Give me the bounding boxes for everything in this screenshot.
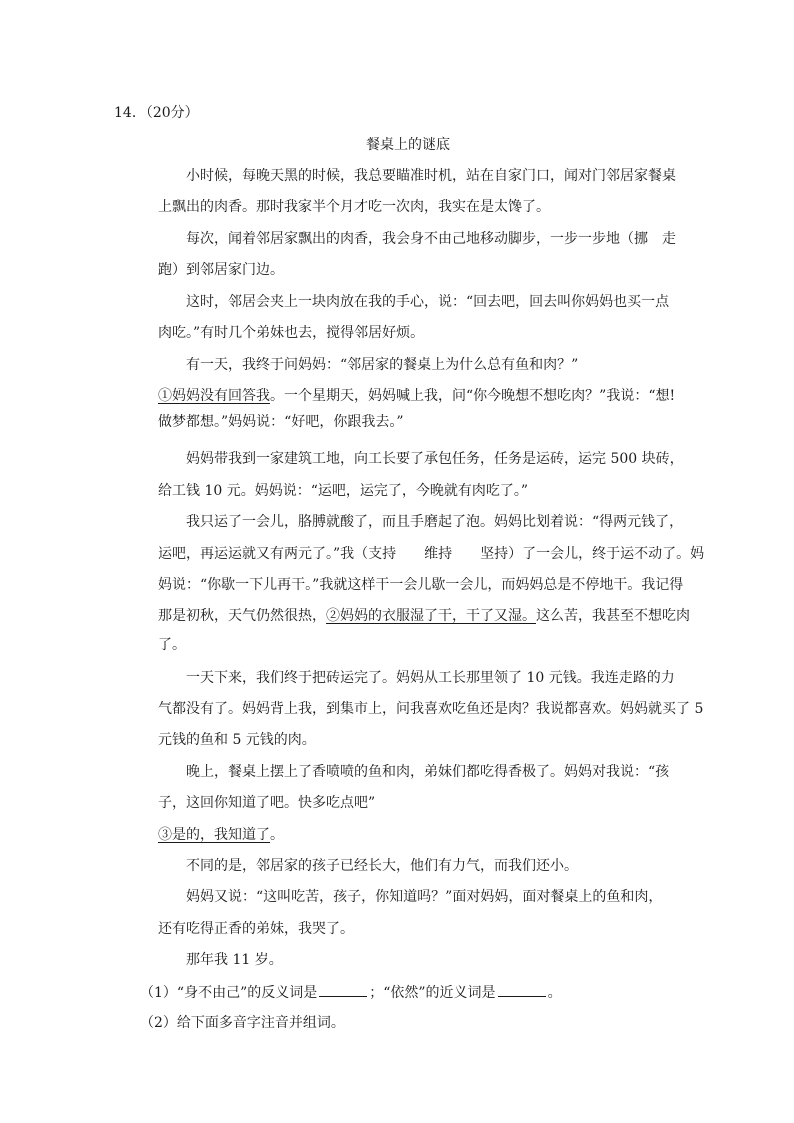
passage-text: 这么苦，我甚至不想吃肉 [536, 608, 690, 624]
passage-line: 给工钱 10 元。妈妈说：“运吧，运完了，今晚就有肉吃了。” [158, 483, 529, 499]
answer-blank-1[interactable] [319, 982, 367, 997]
passage-line: 每次，闻着邻居家飘出的肉香，我会身不由己地移动脚步，一步一步地（挪 走 [186, 231, 676, 247]
passage-line: 妈说：“你歇一下儿再干。”我就这样干一会儿歇一会儿，而妈妈总是不停地干。我记得 [158, 577, 684, 593]
passage-line: 我只运了一会儿，胳膊就酸了，而且手磨起了泡。妈妈比划着说：“得两元钱了， [186, 514, 684, 530]
passage-line: 晚上，餐桌上摆上了香喷喷的鱼和肉，弟妹们都吃得香极了。妈妈对我说：“孩 [186, 764, 670, 780]
underlined-sentence-3: ③是的，我知道了 [158, 827, 270, 843]
passage-line: 做梦都想。”妈妈说：“好吧，你跟我去。” [158, 414, 404, 430]
passage-line: 妈妈又说：“这叫吃苦，孩子，你知道吗？”面对妈妈，面对餐桌上的鱼和肉， [186, 889, 663, 905]
passage-text: 那是初秋，天气仍然很热， [158, 608, 326, 624]
passage-line: 这时，邻居会夹上一块肉放在我的手心，说：“回去吧，回去叫你妈妈也买一点 [186, 294, 670, 310]
subquestion-2: （2）给下面多音字注音并组词。 [140, 1015, 345, 1031]
passage-title: 餐桌上的谜底 [366, 137, 450, 153]
question-number: 14．（20分） [114, 105, 199, 121]
passage-line: 一天下来，我们终于把砖运完了。妈妈从工长那里领了 10 元钱。我连走路的力 [186, 670, 675, 686]
passage-line [158, 825, 284, 845]
passage-line: 元钱的鱼和 5 元钱的肉。 [158, 732, 316, 748]
passage-line: 气都没有了。妈妈背上我，到集市上，问我喜欢吃鱼还是肉？我说都喜欢。妈妈就买了 5 [158, 701, 704, 717]
passage-line: 上飘出的肉香。那时我家半个月才吃一次肉，我实在是太馋了。 [158, 199, 550, 215]
passage-line: 运吧，再运运就又有两元了。”我（支持 维持 坚持）了一会儿，终于运不动了。妈 [158, 546, 705, 562]
underlined-sentence-1: ①妈妈没有回答我 [158, 388, 270, 404]
passage-line: 还有吃得正香的弟妹，我哭了。 [158, 921, 354, 937]
passage-line: 跑）到邻居家门边。 [158, 262, 284, 278]
subquestion-text: 。 [547, 985, 562, 1001]
passage-line: 妈妈带我到一家建筑工地，向工长要了承包任务，任务是运砖，运完 500 块砖， [186, 451, 684, 467]
passage-text: 。一个星期天，妈妈喊上我，问“你今晚想不想吃肉？”我说：“想! [270, 388, 676, 404]
passage-text: 。 [270, 827, 284, 843]
subquestion-text: ；“依然”的近义词是 [369, 985, 496, 1001]
passage-line: 那年我 11 岁。 [186, 952, 283, 968]
passage-line: 不同的是，邻居家的孩子已经长大，他们有力气，而我们还小。 [186, 858, 578, 874]
passage-line: 肉吃。”有时几个弟妹也去，搅得邻居好烦。 [158, 325, 425, 341]
passage-line: 子，这回你知道了吧。快多吃点吧” [158, 795, 376, 811]
passage-line: 了。 [158, 637, 186, 653]
subquestion-text: （1）“身不由己”的反义词是 [140, 985, 318, 1001]
passage-line: 有一天，我终于问妈妈：“邻居家的餐桌上为什么总有鱼和肉？” [186, 357, 579, 373]
passage-line: 小时候，每晚天黑的时候，我总要瞄准时机，站在自家门口，闻对门邻居家餐桌 [186, 168, 676, 184]
answer-blank-2[interactable] [498, 982, 546, 997]
subquestion-1 [140, 982, 562, 1003]
passage-line [158, 606, 690, 626]
passage-line [158, 386, 675, 406]
underlined-sentence-2: ②妈妈的衣服湿了干，干了又湿。 [326, 608, 536, 624]
